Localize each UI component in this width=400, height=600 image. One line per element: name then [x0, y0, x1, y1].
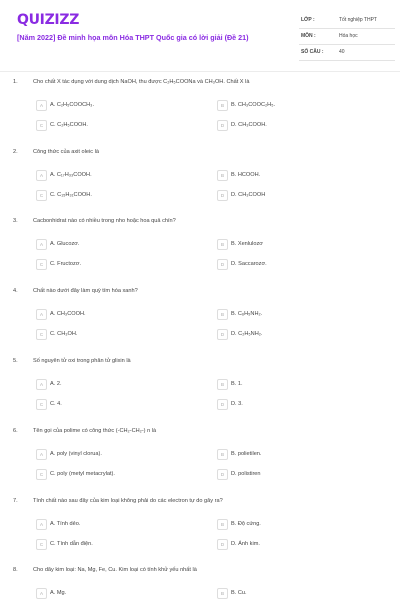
question-text: Chất nào dưới đây làm quỳ tím hóa xanh?	[33, 288, 138, 294]
option-letter-box[interactable]: D	[217, 539, 228, 550]
answer-option[interactable]	[217, 519, 377, 529]
option-letter-box[interactable]: D	[217, 259, 228, 270]
question-number: 4.	[13, 288, 18, 294]
option-letter-box[interactable]: A	[36, 309, 47, 320]
answer-option[interactable]	[36, 100, 196, 110]
option-letter-box[interactable]: C	[36, 539, 47, 550]
option-letter-box[interactable]: A	[36, 170, 47, 181]
meta-value: 40	[339, 49, 345, 55]
answer-option[interactable]	[36, 379, 196, 389]
option-text: A. 2.	[50, 381, 62, 387]
option-letter-box[interactable]: A	[36, 100, 47, 111]
option-letter-box[interactable]: C	[36, 190, 47, 201]
option-text: D. 3.	[231, 401, 243, 407]
answer-option[interactable]	[217, 449, 377, 459]
option-text: D. Ánh kim.	[231, 541, 260, 547]
answer-option[interactable]	[217, 539, 377, 549]
option-letter-box[interactable]: D	[217, 329, 228, 340]
answer-option[interactable]	[36, 588, 196, 598]
answer-option[interactable]	[36, 120, 196, 130]
answer-option[interactable]	[217, 469, 377, 479]
option-text: D. polistiren	[231, 471, 261, 477]
meta-value: Hóa học	[339, 33, 358, 39]
option-text: D. Saccarozơ.	[231, 261, 267, 267]
answer-option[interactable]	[36, 259, 196, 269]
answer-option[interactable]	[217, 190, 377, 200]
option-text: A. C₂H₅COOCH₃.	[50, 102, 94, 108]
worksheet-title: [Năm 2022] Đề minh họa môn Hóa THPT Quốc gia có lời giải (Đề 21)	[17, 33, 249, 42]
option-text: C. Tính dẫn điện.	[50, 541, 93, 547]
option-letter-box[interactable]: D	[217, 469, 228, 480]
option-letter-box[interactable]: B	[217, 588, 228, 599]
option-text: B. HCOOH.	[231, 172, 261, 178]
answer-option[interactable]	[217, 259, 377, 269]
question-text: Công thức của axit oleic là	[33, 149, 99, 155]
meta-row-class	[299, 13, 395, 29]
answer-option[interactable]	[217, 309, 377, 319]
answer-option[interactable]	[217, 239, 377, 249]
option-letter-box[interactable]: D	[217, 190, 228, 201]
meta-label: SỐ CÂU :	[301, 49, 324, 55]
answer-option[interactable]	[36, 469, 196, 479]
question-text: Cacbonhidrat nào có nhiều trong nho hoặc hoa quả chín?	[33, 218, 176, 224]
option-text: C. 4.	[50, 401, 62, 407]
question-number: 2.	[13, 149, 18, 155]
meta-row-count	[299, 45, 395, 61]
option-letter-box[interactable]: C	[36, 329, 47, 340]
option-text: B. 1.	[231, 381, 243, 387]
answer-option[interactable]	[36, 309, 196, 319]
option-letter-box[interactable]: B	[217, 100, 228, 111]
option-letter-box[interactable]: B	[217, 449, 228, 460]
question-text: Cho chất X tác dụng với dung dịch NaOH, thu được C₂H₅COONa và CH₃OH. Chất X là	[33, 79, 250, 85]
option-text: C. CH₃OH.	[50, 331, 78, 337]
question-number: 7.	[13, 498, 18, 504]
answer-option[interactable]	[217, 170, 377, 180]
question-number: 5.	[13, 358, 18, 364]
option-letter-box[interactable]: B	[217, 170, 228, 181]
worksheet-header	[0, 0, 400, 72]
option-text: A. Tính dẻo.	[50, 521, 81, 527]
answer-option[interactable]	[36, 539, 196, 549]
question-number: 3.	[13, 218, 18, 224]
option-letter-box[interactable]: C	[36, 399, 47, 410]
option-letter-box[interactable]: A	[36, 519, 47, 530]
option-text: B. Xenlulozơ	[231, 241, 263, 247]
option-letter-box[interactable]: A	[36, 449, 47, 460]
option-text: C. Fructozơ.	[50, 261, 82, 267]
question-number: 6.	[13, 428, 18, 434]
answer-option[interactable]	[217, 399, 377, 409]
option-text: A. poly (vinyl clorua).	[50, 451, 102, 457]
answer-option[interactable]	[36, 170, 196, 180]
question-text: Tên gọi của polime có công thức (-CH₂-CH₂-) n là	[33, 428, 157, 434]
answer-option[interactable]	[36, 329, 196, 339]
option-letter-box[interactable]: D	[217, 120, 228, 131]
option-text: D. CH₃COOH.	[231, 122, 267, 128]
option-letter-box[interactable]: C	[36, 469, 47, 480]
header-divider	[0, 71, 400, 72]
option-text: A. CH₃COOH.	[50, 311, 86, 317]
option-text: B. C₆H₅NH₂.	[231, 311, 263, 317]
option-text: C. poly (metyl metacrylat).	[50, 471, 115, 477]
option-letter-box[interactable]: B	[217, 379, 228, 390]
option-letter-box[interactable]: A	[36, 379, 47, 390]
question-number: 1.	[13, 79, 18, 85]
option-text: D. C₂H₅NH₂.	[231, 331, 263, 337]
option-text: B. Cu.	[231, 590, 247, 596]
answer-option[interactable]	[217, 379, 377, 389]
option-letter-box[interactable]: A	[36, 239, 47, 250]
option-text: B. Độ cứng.	[231, 521, 261, 527]
answer-option[interactable]	[217, 588, 377, 598]
quizizz-logo: QUIZIZZ	[17, 12, 80, 28]
answer-option[interactable]	[217, 329, 377, 339]
question-text: Cho dãy kim loại: Na, Mg, Fe, Cu. Kim loại có tính khử yếu nhất là	[33, 567, 197, 573]
option-letter-box[interactable]: A	[36, 588, 47, 599]
option-letter-box[interactable]: B	[217, 519, 228, 530]
meta-row-subject	[299, 29, 395, 45]
option-text: B. polietilen.	[231, 451, 262, 457]
question-text: Số nguyên tử oxi trong phân tử glixin là	[33, 358, 131, 364]
option-text: D. CH₃COOH	[231, 192, 266, 198]
meta-label: MÔN :	[301, 33, 316, 39]
option-letter-box[interactable]: D	[217, 399, 228, 410]
option-letter-box[interactable]: B	[217, 309, 228, 320]
meta-label: LỚP :	[301, 17, 315, 23]
answer-option[interactable]	[36, 239, 196, 249]
answer-option[interactable]	[36, 519, 196, 529]
option-text: A. C₁₇H₃₃COOH.	[50, 172, 92, 178]
meta-value: Tốt nghiệp THPT	[339, 17, 377, 23]
option-text: B. CH₃COOC₂H₅.	[231, 102, 275, 108]
answer-option[interactable]	[36, 190, 196, 200]
question-text: Tính chất nào sau đây của kim loại không phải do các electron tự do gây ra?	[33, 498, 223, 504]
option-text: A. Glucozơ.	[50, 241, 80, 247]
option-text: C. C₁₅H₃₁COOH.	[50, 192, 92, 198]
answer-option[interactable]	[217, 100, 377, 110]
worksheet-meta	[299, 13, 395, 61]
answer-option[interactable]	[36, 449, 196, 459]
option-text: A. Mg.	[50, 590, 67, 596]
answer-option[interactable]	[217, 120, 377, 130]
option-letter-box[interactable]: B	[217, 239, 228, 250]
question-number: 8.	[13, 567, 18, 573]
option-letter-box[interactable]: C	[36, 120, 47, 131]
option-letter-box[interactable]: C	[36, 259, 47, 270]
option-text: C. C₂H₅COOH.	[50, 122, 88, 128]
answer-option[interactable]	[36, 399, 196, 409]
